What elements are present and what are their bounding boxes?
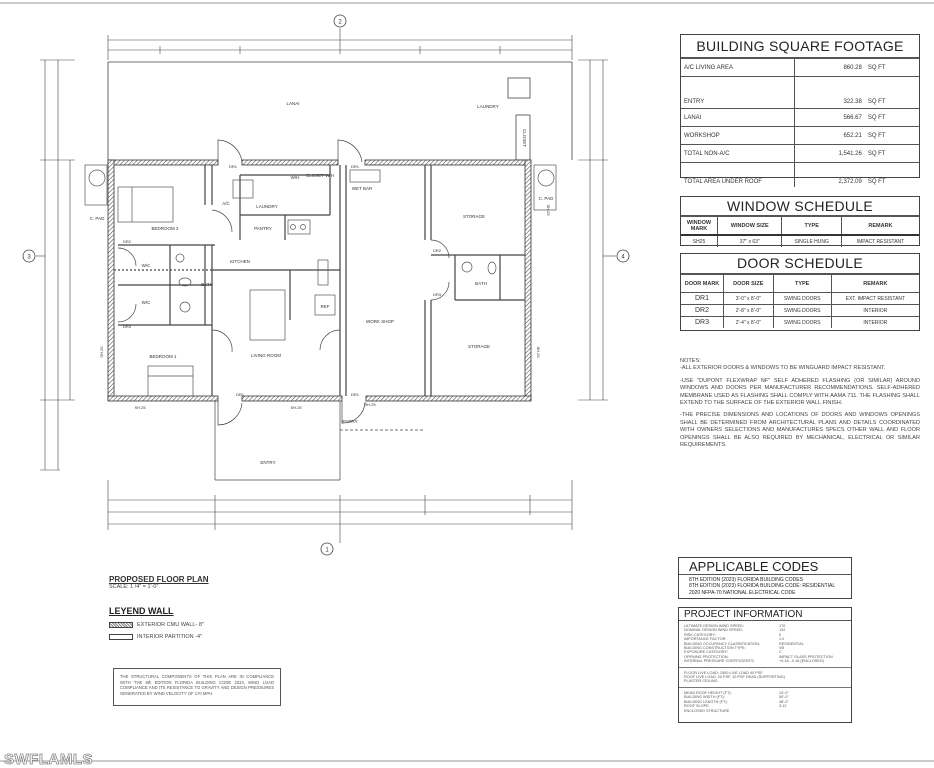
column-header: DOOR SIZE bbox=[724, 275, 774, 293]
ac-pad-left bbox=[85, 165, 107, 205]
room-label-living-room: LIVING ROOM bbox=[250, 353, 282, 358]
plan-title: PROPOSED FLOOR PLAN bbox=[109, 575, 209, 584]
info-value: 170 bbox=[779, 624, 786, 628]
table-row bbox=[681, 305, 919, 317]
sqft-value: 322.38 bbox=[794, 77, 865, 109]
project-info-row bbox=[679, 659, 851, 663]
info-value: II bbox=[779, 632, 782, 637]
column-header: REMARK bbox=[841, 217, 919, 236]
lanai-outline bbox=[108, 62, 572, 168]
compliance-statement: THE STRUCTURAL COMPONENTS OF THIS PLAN ARE IN COMPLIANCE WITH THE 8th EDITION FLORIDA BUILDING CODE 2023, WIND LOAD COMPLIANCE AND ITS RESISTANCE TO GRAVITY AND DESIGN PRESSURES GENERATED BY WIND VELOCITY OF 170 MPH. bbox=[113, 668, 281, 706]
cell: DR1 bbox=[681, 293, 724, 305]
info-label: ROOF SLOPE: bbox=[684, 704, 710, 709]
column-header: TYPE bbox=[782, 217, 842, 236]
info-label: NOMINAL DESIGN WIND SPEED: bbox=[684, 628, 743, 633]
legend-interior-wall bbox=[109, 634, 209, 640]
room-label-storage-1: STORAGE bbox=[463, 214, 485, 219]
legend-exterior-wall bbox=[109, 622, 209, 628]
info-value: +0.18, -0.18 (ENCLOSED) bbox=[779, 659, 824, 664]
window-mark: SH.25 bbox=[290, 405, 302, 410]
svg-text:3: 3 bbox=[27, 254, 31, 261]
info-value: 132 bbox=[779, 628, 786, 633]
cell: INTERIOR bbox=[831, 317, 919, 329]
info-label: BUILDING LENGTH (FT): bbox=[684, 699, 728, 704]
sqft-unit: SQ FT bbox=[865, 109, 919, 127]
room-label-entry-1: ENTRY bbox=[342, 419, 358, 424]
info-value: RESIDENTIAL bbox=[779, 641, 804, 646]
room-label-bath-1: BATH bbox=[201, 282, 213, 287]
column-header: WINDOW MARK bbox=[681, 217, 718, 236]
square-footage-title: BUILDING SQUARE FOOTAGE bbox=[681, 35, 919, 58]
code-line: 8TH EDITION (2023) FLORIDA BUILDING CODE: RESIDENTIAL bbox=[689, 583, 836, 590]
room-label-laundry-lanai: LAUNDRY bbox=[477, 104, 499, 109]
sqft-label: TOTAL AREA UNDER ROOF bbox=[681, 163, 794, 188]
square-footage-table bbox=[680, 34, 920, 185]
sqft-unit: SQ FT bbox=[865, 163, 919, 188]
room-label-laundry: LAUNDRY bbox=[256, 204, 278, 209]
table-row bbox=[681, 77, 919, 109]
info-label: OPENING PROTECTION: bbox=[684, 654, 729, 659]
ac-pad-right bbox=[534, 165, 556, 210]
info-label: RISK CATEGORY: bbox=[684, 632, 716, 637]
room-label-lanai: LANAI bbox=[286, 101, 300, 106]
cell: EXT. IMPACT RESISTANT bbox=[831, 293, 919, 305]
sqft-label: WORKSHOP bbox=[681, 127, 794, 145]
fixtures bbox=[118, 170, 496, 396]
exterior-wall-swatch-icon bbox=[109, 622, 133, 628]
project-info-row: FLOOR LIVE LOAD: 1500 LIVE LOAD 40 PSF bbox=[684, 670, 763, 675]
column-header: WINDOW SIZE bbox=[718, 217, 782, 236]
info-label: IMPORTANCE FACTOR: bbox=[684, 637, 727, 642]
room-label-ac: A/C bbox=[222, 201, 230, 206]
table-row bbox=[681, 293, 919, 305]
info-label: INTERNAL PRESSURE COEFFICIENTS: bbox=[684, 659, 755, 664]
cell: 37" x 63" bbox=[718, 235, 782, 247]
door-mark: DR1 bbox=[228, 164, 238, 169]
door-mark: DR1 bbox=[350, 164, 360, 169]
cell: DR2 bbox=[681, 305, 724, 317]
sqft-value: 566.67 bbox=[794, 109, 865, 127]
grid-marker-2 bbox=[334, 15, 346, 27]
project-info-row bbox=[679, 709, 851, 713]
info-value: 14'-0" bbox=[779, 690, 789, 695]
table-row bbox=[681, 163, 919, 188]
room-label-cpad-right: C. PAD bbox=[538, 196, 554, 201]
sqft-label: ENTRY bbox=[681, 77, 794, 109]
door-swings bbox=[118, 140, 449, 425]
interior-wall-swatch-icon bbox=[109, 634, 133, 640]
sqft-value: 860.28 bbox=[794, 59, 865, 77]
info-value: C bbox=[779, 650, 782, 655]
table-row bbox=[681, 145, 919, 163]
svg-text:2: 2 bbox=[338, 19, 342, 26]
plan-scale: SCALE: 1 /4" = 1'-0" bbox=[109, 584, 159, 590]
table-row bbox=[681, 235, 919, 247]
sqft-value: 652.21 bbox=[794, 127, 865, 145]
cell: SWING DOORS bbox=[773, 293, 831, 305]
info-label: BUILDING WIDTH (FT): bbox=[684, 695, 725, 700]
legend-label: INTERIOR PARTITION -4" bbox=[137, 634, 203, 640]
room-label-wet-bar: WET BAR bbox=[351, 186, 373, 191]
cell: SWING DOORS bbox=[773, 305, 831, 317]
room-label-bedroom-1: BEDROOM 1 bbox=[149, 354, 177, 359]
cell: SWING DOORS bbox=[773, 317, 831, 329]
info-value: 48'-0" bbox=[779, 699, 789, 704]
door-schedule bbox=[680, 253, 920, 331]
column-header: REMARK bbox=[831, 275, 919, 293]
door-mark: DR1 bbox=[350, 392, 360, 397]
exterior-walls bbox=[108, 160, 531, 401]
sqft-unit: SQ FT bbox=[865, 59, 919, 77]
general-notes bbox=[680, 358, 920, 454]
entry-outline bbox=[215, 401, 425, 480]
door-mark: DR3 bbox=[122, 324, 132, 329]
table-row bbox=[681, 127, 919, 145]
room-label-bath-2: BATH bbox=[475, 281, 487, 286]
room-label-workshop: WORK SHOP bbox=[365, 319, 395, 324]
door-mark: DR3 bbox=[432, 292, 442, 297]
window-mark: SH.25 bbox=[536, 346, 541, 358]
door-schedule-title: DOOR SCHEDULE bbox=[681, 254, 919, 274]
window-schedule-title: WINDOW SCHEDULE bbox=[681, 197, 919, 216]
table-row bbox=[681, 109, 919, 127]
info-label: MEAN ROOF HEIGHT (FT): bbox=[684, 690, 732, 695]
watermark-logo: SWFLAMLS bbox=[4, 751, 93, 768]
room-label-wh: W/H bbox=[290, 175, 300, 180]
room-label-kitchen: KITCHEN bbox=[230, 259, 250, 264]
info-value: IMPACT GLASS PROTECTION bbox=[779, 654, 833, 659]
cell: 2'-8" x 8'-0" bbox=[724, 305, 774, 317]
column-header: TYPE bbox=[773, 275, 831, 293]
info-label: EXPOSURE CATEGORY: bbox=[684, 650, 728, 655]
note-item: -ALL EXTERIOR DOORS & WINDOWS TO BE WINGUARD IMPACT RESISTANT. bbox=[680, 365, 886, 372]
window-schedule bbox=[680, 196, 920, 246]
project-information-title: PROJECT INFORMATION bbox=[679, 608, 851, 621]
interior-walls bbox=[114, 165, 525, 396]
plan-legend bbox=[109, 575, 209, 640]
column-header: DOOR MARK bbox=[681, 275, 724, 293]
cell: SINGLE HUNG bbox=[782, 235, 842, 247]
sqft-value: 1,541.26 bbox=[794, 145, 865, 163]
note-item: -THE PRECISE DIMENSIONS AND LOCATIONS OF DOORS AND WINDOWS OPENINGS SHALL BE DETERMINED FROM ARCHITECTURAL PLANS AND DETAILS COORDINATED WITH OWNERS SELECTIONS AND MANUFACTURES SPECS OTHER WALL AND FLOOR OPENINGS SHALL BE ALSO REQUIRED BY MECHANICAL, ELECTRICAL OR SIMILAR REQUIREMENTS. bbox=[680, 412, 920, 449]
info-value: 50'-0" bbox=[779, 695, 789, 700]
door-marks bbox=[123, 164, 442, 397]
project-info-row: PLASTER CEILING bbox=[684, 679, 718, 684]
cell: INTERIOR bbox=[831, 305, 919, 317]
applicable-codes-title: APPLICABLE CODES bbox=[679, 558, 851, 575]
project-info-row: ROOF LIVE LOAD: 20 PSF, 10 PSF DEAD (SUPPORTING) bbox=[684, 675, 785, 680]
door-mark: DR2 bbox=[122, 239, 132, 244]
sqft-label: LANAI bbox=[681, 109, 794, 127]
code-line: 8TH EDITION (2023) FLORIDA BUILDING CODES bbox=[689, 577, 803, 583]
applicable-codes bbox=[678, 557, 852, 599]
cell: 3'-0" x 8'-0" bbox=[724, 293, 774, 305]
window-mark: SH.25 bbox=[99, 346, 104, 358]
cell: IMPACT RESISTANT bbox=[841, 235, 919, 247]
info-label: BUILDING CONSTRUCTION TYPE: bbox=[684, 646, 746, 651]
legend-label: EXTERIOR CMU WALL- 8" bbox=[137, 622, 204, 628]
info-value: 3:12 bbox=[779, 704, 787, 709]
window-mark: SH.25 bbox=[134, 405, 146, 410]
info-value: VB bbox=[779, 646, 785, 651]
sqft-value: 2,372.09 bbox=[794, 163, 865, 188]
table-row bbox=[681, 59, 919, 77]
door-mark: DR1 bbox=[235, 392, 245, 397]
info-label: BUILDING OCCUPANCY CLASSIFICATION: bbox=[684, 641, 760, 646]
info-label: ENCLOSED STRUCTURE bbox=[684, 708, 730, 713]
cell: 2'-4" x 8'-0" bbox=[724, 317, 774, 329]
room-label-storage-2: STORAGE bbox=[468, 344, 490, 349]
table-row bbox=[681, 317, 919, 329]
window-mark: SH.25 bbox=[364, 402, 376, 407]
svg-text:1: 1 bbox=[325, 547, 329, 554]
room-label-ref: REF bbox=[320, 304, 330, 309]
room-labels bbox=[90, 101, 554, 465]
legend-wall-title: LEYEND WALL bbox=[109, 606, 174, 616]
sqft-unit: SQ FT bbox=[865, 127, 919, 145]
room-label-entry-2: ENTRY bbox=[260, 460, 276, 465]
room-label-bedroom-2: BEDROOM 2 bbox=[151, 226, 179, 231]
svg-text:4: 4 bbox=[621, 254, 625, 261]
sqft-label: A/C LIVING AREA bbox=[681, 59, 794, 77]
room-label-wc-1: W/C bbox=[141, 263, 151, 268]
room-label-pantry: PANTRY bbox=[254, 226, 272, 231]
cell: SH25 bbox=[681, 235, 718, 247]
info-label: ULTIMATE DESIGN WIND SPEED: bbox=[684, 624, 744, 628]
room-label-cpad-left: C. PAD bbox=[89, 216, 105, 221]
room-label-wc-2: W/C bbox=[141, 300, 151, 305]
cell: DR3 bbox=[681, 317, 724, 329]
grid-marker-3 bbox=[23, 250, 35, 262]
code-line: 2020 NFPA-70 NATIONAL ELECTRICAL CODE bbox=[689, 589, 796, 596]
window-mark: SH.25 bbox=[546, 204, 551, 216]
grid-marker-1 bbox=[321, 543, 333, 555]
sqft-label: TOTAL NON-A/C bbox=[681, 145, 794, 163]
door-mark: DR2 bbox=[432, 248, 442, 253]
room-label-closet-lanai: CLOSET bbox=[522, 128, 527, 148]
notes-title: NOTES: bbox=[680, 358, 701, 364]
sqft-unit: SQ FT bbox=[865, 77, 919, 109]
info-value: 1.0 bbox=[779, 637, 785, 642]
note-item: -USE "DUPONT FLEXWRAP NF" SELF ADHERED FLASHING (OR SIMILAR) AROUND WINDOWS AND DOORS PER MANUFACTURER RECOMMENDATIONS. SELF-ADHERED MEMBRANE USED AS FLASHING SHALL COMPLY WITH AAMA 711. THE FLASHING SHALL EXTEND TO THE SURFACE OF THE EXTERIOR WALL FINISH. bbox=[680, 377, 920, 407]
grid-marker-4 bbox=[617, 250, 629, 262]
sqft-unit: SQ FT bbox=[865, 145, 919, 163]
project-information bbox=[678, 607, 852, 723]
room-label-closet-wh: CLOSET W/H bbox=[306, 173, 334, 178]
